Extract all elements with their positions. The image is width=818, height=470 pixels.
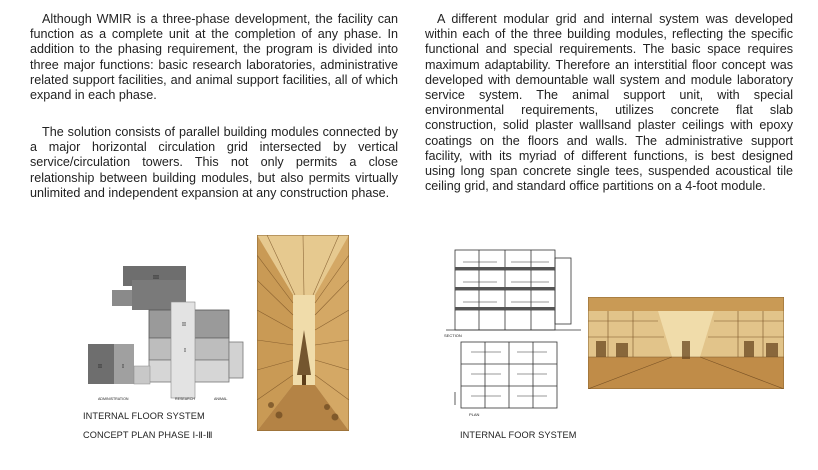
- plan-phase-mark-5: I: [122, 364, 124, 370]
- section-and-plan-drawing: [441, 240, 591, 425]
- plan-label-research: RESEARCH: [175, 397, 195, 401]
- plan-label-administration: ADMINISTRATION: [98, 397, 129, 401]
- left-paragraph-1: Although WMIR is a three-phase development, the facility can function as a complete unit at the completion of any phase. In addition to the phasing requirement, the program is divided into three major functions: basic research laboratories, administrative related support facilities, and animal support facilities, all of which expand in each phase.: [30, 12, 398, 103]
- plan-phase-mark-1: III: [153, 275, 159, 281]
- plan-label-animal: ANIMAL: [214, 397, 228, 401]
- section-label: SECTION: [444, 333, 462, 338]
- plan-label: PLAN: [469, 412, 480, 417]
- interior-rendering-corridor: [257, 235, 349, 431]
- plan-phase-mark-2: II: [182, 322, 186, 328]
- caption-internal-foor-system: INTERNAL FOOR SYSTEM: [460, 430, 577, 440]
- caption-concept-plan-phase: CONCEPT PLAN PHASE Ⅰ-Ⅱ-Ⅲ: [83, 430, 213, 440]
- right-paragraph-1: A different modular grid and internal system was developed within each of the three building modules, reflecting the specific functional and special requirements. The basic space requires maximum adaptability. Therefore an interstitial floor concept was developed with demountable wall system and module laboratory service system. The animal support unit, with special environmental requirements, utilizes concrete flat slab construction, solid plaster walllsand plaster ceilings with epoxy coatings on the floors and walls. The administrative support facility, with its myriad of different functions, is best designed using long span concrete single tees, suspended acoustical tile ceiling grid, and standard office partitions on a 4-foot module.: [425, 12, 793, 194]
- caption-internal-floor-system: INTERNAL FLOOR SYSTEM: [83, 411, 205, 421]
- concept-plan-drawing: [86, 258, 256, 408]
- plan-phase-mark-4: II: [98, 364, 102, 370]
- laboratory-rendering: [588, 297, 784, 389]
- left-paragraph-2: The solution consists of parallel building modules connected by a major horizontal circulation grid intersected by vertical service/circulation towers. This not only permits a close relationship between building modules, but also permits virtually unlimited and independent expansion at any construction phase.: [30, 125, 398, 200]
- plan-phase-mark-3: I: [184, 348, 186, 354]
